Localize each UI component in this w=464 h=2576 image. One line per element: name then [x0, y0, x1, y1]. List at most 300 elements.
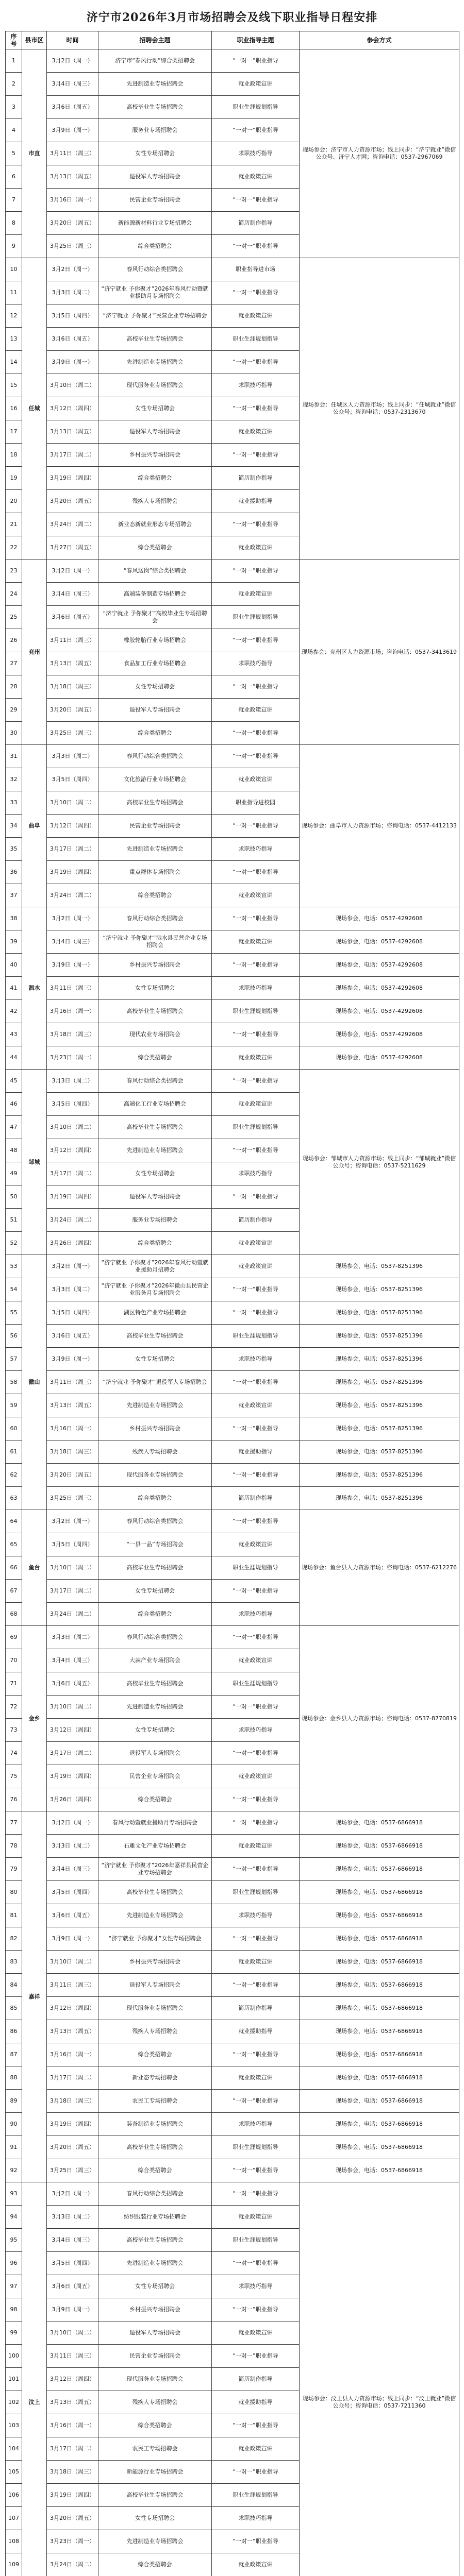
time-cell: 3月10日（周二）: [47, 1696, 98, 1719]
row-number: 44: [6, 1046, 22, 1070]
time-cell: 3月12日（周四）: [47, 815, 98, 838]
participation-method: 现场参会，电话：0537-8251396: [300, 1417, 459, 1440]
career-guidance-theme: 求职技巧指导: [212, 2507, 300, 2530]
time-cell: 3月24日（周二）: [47, 1209, 98, 1232]
time-cell: 3月3日（周二）: [47, 1070, 98, 1093]
career-guidance-theme: “一对一”职业指导: [212, 560, 300, 583]
table-row: [6, 954, 459, 977]
job-fair-theme: “一县一品”专场招聘会: [98, 1533, 212, 1556]
career-guidance-theme: 就业政策宣讲: [212, 1394, 300, 1417]
career-guidance-theme: “一对一”职业指导: [212, 2298, 300, 2321]
job-fair-theme: 乡村振兴专场招聘会: [98, 954, 212, 977]
row-number: 11: [6, 281, 22, 304]
participation-method: 现场参会，电话：0537-8251396: [300, 1325, 459, 1348]
time-cell: 3月3日（周二）: [47, 281, 98, 304]
row-number: 28: [6, 675, 22, 699]
career-guidance-theme: “一对一”职业指导: [212, 2461, 300, 2484]
table-row: [6, 1835, 459, 1858]
time-cell: 3月3日（周二）: [47, 1626, 98, 1649]
time-cell: 3月13日（周五）: [47, 2020, 98, 2043]
table-row: [6, 907, 459, 930]
time-cell: 3月17日（周二）: [47, 2066, 98, 2090]
job-fair-theme: 民营企业专场招聘会: [98, 1765, 212, 1788]
job-fair-theme: 先进制造业专场招聘会: [98, 351, 212, 374]
participation-method: 现场参会，电话：0537-6866918: [300, 2159, 459, 2182]
time-cell: 3月19日（周四）: [47, 467, 98, 490]
time-cell: 3月9日（周一）: [47, 954, 98, 977]
job-fair-theme: 高校毕业生专场招聘会: [98, 328, 212, 351]
job-fair-theme: 春风行动综合类招聘会: [98, 1510, 212, 1533]
time-cell: 3月16日（周一）: [47, 189, 98, 212]
job-fair-theme: 综合类招聘会: [98, 1232, 212, 1255]
career-guidance-theme: 就业政策宣讲: [212, 536, 300, 560]
career-guidance-theme: “一对一”职业指导: [212, 1742, 300, 1765]
time-cell: 3月3日（周二）: [47, 2206, 98, 2229]
row-number: 71: [6, 1672, 22, 1696]
career-guidance-theme: 职业生涯规划指导: [212, 606, 300, 629]
row-number: 27: [6, 652, 22, 675]
job-fair-theme: 退役军人专场招聘会: [98, 2321, 212, 2345]
time-cell: 3月13日（周五）: [47, 652, 98, 675]
participation-method: 现场参会，电话：0537-6866918: [300, 1835, 459, 1858]
time-cell: 3月10日（周二）: [47, 1116, 98, 1139]
job-fair-theme: 高端装备制造专场招聘会: [98, 583, 212, 606]
career-guidance-theme: “一对一”职业指导: [212, 722, 300, 745]
time-cell: 3月16日（周一）: [47, 2414, 98, 2437]
job-fair-theme: 现代服务业专场招聘会: [98, 1997, 212, 2020]
row-number: 67: [6, 1580, 22, 1603]
participation-method: 现场参会，电话：0537-4292608: [300, 907, 459, 930]
career-guidance-theme: 求职技巧指导: [212, 142, 300, 165]
row-number: 109: [6, 2553, 22, 2576]
district-cell: 泗水: [22, 907, 47, 1070]
job-fair-theme: “济宁就业 予你聚才”民营企业专场招聘会: [98, 304, 212, 328]
table-row: [6, 1510, 459, 1533]
participation-method: 现场参会，电话：0537-8251396: [300, 1487, 459, 1510]
table-row: [6, 1974, 459, 1997]
time-cell: 3月11日（周三）: [47, 1371, 98, 1394]
row-number: 79: [6, 1858, 22, 1881]
participation-method: 现场参会，电话：0537-4292608: [300, 1023, 459, 1046]
career-guidance-theme: 职业生涯规划指导: [212, 1325, 300, 1348]
job-fair-theme: 大蒜产业专场招聘会: [98, 1649, 212, 1672]
participation-method: 现场参会，电话：0537-8251396: [300, 1440, 459, 1464]
header-participation-method: 参会方式: [300, 31, 459, 49]
job-fair-theme: 退役军人专场招聘会: [98, 699, 212, 722]
career-guidance-theme: “一对一”职业指导: [212, 2252, 300, 2275]
participation-method: 现场参会，电话：0537-4292608: [300, 977, 459, 1000]
row-number: 3: [6, 96, 22, 119]
participation-method: 现场参会，电话：0537-6866918: [300, 1881, 459, 1904]
table-row: [6, 1464, 459, 1487]
career-guidance-theme: “一对一”职业指导: [212, 281, 300, 304]
time-cell: 3月16日（周一）: [47, 2043, 98, 2066]
row-number: 75: [6, 1765, 22, 1788]
career-guidance-theme: 简历制作指导: [212, 467, 300, 490]
row-number: 107: [6, 2507, 22, 2530]
career-guidance-theme: 求职技巧指导: [212, 977, 300, 1000]
row-number: 52: [6, 1232, 22, 1255]
job-fair-theme: 残疾人专场招聘会: [98, 2020, 212, 2043]
career-guidance-theme: 职业指导进校园: [212, 791, 300, 815]
participation-method: 现场参会，电话：0537-6866918: [300, 1858, 459, 1881]
time-cell: 3月10日（周二）: [47, 374, 98, 397]
participation-method: 现场参会，电话：0537-6866918: [300, 1811, 459, 1835]
time-cell: 3月20日（周五）: [47, 2507, 98, 2530]
career-guidance-theme: 求职技巧指导: [212, 1162, 300, 1185]
career-guidance-theme: “一对一”职业指导: [212, 444, 300, 467]
participation-method: 现场参会，电话：0537-4292608: [300, 954, 459, 977]
career-guidance-theme: “一对一”职业指导: [212, 397, 300, 420]
job-fair-theme: 新业态新就业形态专场招聘会: [98, 513, 212, 536]
participation-method: 现场参会，电话：0537-6866918: [300, 2020, 459, 2043]
job-fair-theme: “济宁就业 予你聚才”2026年嘉祥县民营企业专场招聘会: [98, 1858, 212, 1881]
job-fair-theme: 女性专场招聘会: [98, 2275, 212, 2298]
career-guidance-theme: 简历制作指导: [212, 212, 300, 235]
row-number: 62: [6, 1464, 22, 1487]
career-guidance-theme: 职业生涯规划指导: [212, 1556, 300, 1580]
career-guidance-theme: 就业政策宣讲: [212, 930, 300, 954]
job-fair-theme: 民营企业专场招聘会: [98, 189, 212, 212]
row-number: 30: [6, 722, 22, 745]
table-row: [6, 2113, 459, 2136]
table-row: [6, 49, 459, 73]
career-guidance-theme: 求职技巧指导: [212, 1904, 300, 1927]
career-guidance-theme: “一对一”职业指导: [212, 675, 300, 699]
time-cell: 3月26日（周四）: [47, 1232, 98, 1255]
time-cell: 3月9日（周一）: [47, 119, 98, 142]
career-guidance-theme: “一对一”职业指导: [212, 2043, 300, 2066]
time-cell: 3月11日（周三）: [47, 977, 98, 1000]
time-cell: 3月6日（周五）: [47, 1904, 98, 1927]
table-row: [6, 1951, 459, 1974]
time-cell: 3月4日（周三）: [47, 583, 98, 606]
time-cell: 3月20日（周五）: [47, 1464, 98, 1487]
career-guidance-theme: “一对一”职业指导: [212, 1858, 300, 1881]
job-fair-theme: 新能源新材料行业专场招聘会: [98, 212, 212, 235]
district-cell: 兖州: [22, 560, 47, 745]
time-cell: 3月2日（周一）: [47, 258, 98, 281]
row-number: 49: [6, 1162, 22, 1185]
time-cell: 3月4日（周三）: [47, 1649, 98, 1672]
career-guidance-theme: 简历制作指导: [212, 1997, 300, 2020]
time-cell: 3月5日（周四）: [47, 768, 98, 791]
job-fair-theme: 春风行动综合类招聘会: [98, 258, 212, 281]
table-row: [6, 1881, 459, 1904]
district-cell: 金乡: [22, 1626, 47, 1811]
header-row: [6, 31, 459, 49]
job-fair-theme: 高校毕业生专场招聘会: [98, 1672, 212, 1696]
time-cell: 3月19日（周四）: [47, 2113, 98, 2136]
career-guidance-theme: 求职技巧指导: [212, 1603, 300, 1626]
row-number: 54: [6, 1278, 22, 1301]
job-fair-theme: 春风行动暨就业援助月专场招聘会: [98, 1811, 212, 1835]
job-fair-theme: 残疾人专场招聘会: [98, 2391, 212, 2414]
participation-method: 现场参会：任城区人力资源市场；线上同步：“任城就业”微信公众号；咨询电话：0537-2313670: [300, 258, 459, 560]
row-number: 8: [6, 212, 22, 235]
district-cell: 曲阜: [22, 745, 47, 907]
job-fair-theme: 先进制造业专场招聘会: [98, 1904, 212, 1927]
career-guidance-theme: “一对一”职业指导: [212, 1185, 300, 1209]
career-guidance-theme: 就业政策宣讲: [212, 1533, 300, 1556]
career-guidance-theme: 就业政策宣讲: [212, 2321, 300, 2345]
row-number: 39: [6, 930, 22, 954]
participation-method: 现场参会，电话：0537-8251396: [300, 1278, 459, 1301]
district-cell: 汶上: [22, 2182, 47, 2576]
row-number: 36: [6, 861, 22, 884]
row-number: 41: [6, 977, 22, 1000]
time-cell: 3月19日（周四）: [47, 1765, 98, 1788]
time-cell: 3月5日（周四）: [47, 1881, 98, 1904]
row-number: 94: [6, 2206, 22, 2229]
time-cell: 3月6日（周五）: [47, 606, 98, 629]
career-guidance-theme: 就业援助指导: [212, 490, 300, 513]
job-fair-theme: 新业态专场招聘会: [98, 2066, 212, 2090]
row-number: 73: [6, 1719, 22, 1742]
job-fair-theme: 服务业专场招聘会: [98, 119, 212, 142]
table-row: [6, 2159, 459, 2182]
career-guidance-theme: “一对一”职业指导: [212, 1974, 300, 1997]
time-cell: 3月9日（周一）: [47, 1348, 98, 1371]
time-cell: 3月26日（周四）: [47, 1788, 98, 1811]
time-cell: 3月17日（周二）: [47, 444, 98, 467]
table-row: [6, 2182, 459, 2206]
time-cell: 3月13日（周五）: [47, 165, 98, 189]
row-number: 59: [6, 1394, 22, 1417]
job-fair-theme: 女性专场招聘会: [98, 1719, 212, 1742]
row-number: 64: [6, 1510, 22, 1533]
job-fair-theme: 现代农业专场招聘会: [98, 1023, 212, 1046]
job-fair-theme: 春风行动综合类招聘会: [98, 907, 212, 930]
job-fair-theme: 现代服务业专场招聘会: [98, 374, 212, 397]
time-cell: 3月17日（周二）: [47, 1162, 98, 1185]
row-number: 87: [6, 2043, 22, 2066]
table-row: [6, 560, 459, 583]
job-fair-theme: 女性专场招聘会: [98, 675, 212, 699]
career-guidance-theme: 就业政策宣讲: [212, 1232, 300, 1255]
career-guidance-theme: 职业生涯规划指导: [212, 2229, 300, 2252]
participation-method: 现场参会，电话：0537-4292608: [300, 930, 459, 954]
table-header: [6, 31, 459, 49]
career-guidance-theme: 就业政策宣讲: [212, 1046, 300, 1070]
table-row: [6, 1278, 459, 1301]
row-number: 13: [6, 328, 22, 351]
job-fair-theme: 高校毕业生专场招聘会: [98, 2136, 212, 2159]
job-fair-theme: 高校毕业生专场招聘会: [98, 1556, 212, 1580]
career-guidance-theme: “一对一”职业指导: [212, 2530, 300, 2553]
participation-method: 现场参会，电话：0537-6866918: [300, 1951, 459, 1974]
career-guidance-theme: “一对一”职业指导: [212, 2182, 300, 2206]
participation-method: 现场参会，电话：0537-6866918: [300, 2136, 459, 2159]
career-guidance-theme: 就业政策宣讲: [212, 2437, 300, 2461]
table-row: [6, 1301, 459, 1325]
career-guidance-theme: 简历制作指导: [212, 2368, 300, 2391]
row-number: 105: [6, 2461, 22, 2484]
row-number: 37: [6, 884, 22, 907]
time-cell: 3月9日（周一）: [47, 1927, 98, 1951]
time-cell: 3月5日（周四）: [47, 1301, 98, 1325]
job-fair-theme: 综合类招聘会: [98, 722, 212, 745]
row-number: 32: [6, 768, 22, 791]
career-guidance-theme: “一对一”职业指导: [212, 1927, 300, 1951]
row-number: 86: [6, 2020, 22, 2043]
job-fair-theme: 先进制造业专场招聘会: [98, 73, 212, 96]
job-fair-theme: 高校毕业生专场招聘会: [98, 1000, 212, 1023]
row-number: 47: [6, 1116, 22, 1139]
time-cell: 3月24日（周二）: [47, 2553, 98, 2576]
district-cell: 市直: [22, 49, 47, 258]
career-guidance-theme: “一对一”职业指导: [212, 1464, 300, 1487]
job-fair-theme: 女性专场招聘会: [98, 977, 212, 1000]
page-title: 济宁市2026年3月市场招聘会及线下职业指导日程安排: [86, 11, 378, 24]
job-fair-theme: 退役军人专场招聘会: [98, 1742, 212, 1765]
row-number: 66: [6, 1556, 22, 1580]
row-number: 12: [6, 304, 22, 328]
table-row: [6, 1858, 459, 1881]
time-cell: 3月11日（周三）: [47, 629, 98, 652]
table-row: [6, 1371, 459, 1394]
time-cell: 3月2日（周一）: [47, 1255, 98, 1278]
time-cell: 3月4日（周三）: [47, 73, 98, 96]
career-guidance-theme: “一对一”职业指导: [212, 907, 300, 930]
job-fair-theme: 乡村振兴专场招聘会: [98, 1951, 212, 1974]
job-fair-theme: “春风送岗”综合类招聘会: [98, 560, 212, 583]
table-body: [6, 49, 459, 2576]
job-fair-theme: “济宁就业 予你聚才”退役军人专场招聘会: [98, 1371, 212, 1394]
job-fair-theme: 乡村振兴专场招聘会: [98, 2298, 212, 2321]
career-guidance-theme: “一对一”职业指导: [212, 1580, 300, 1603]
career-guidance-theme: “一对一”职业指导: [212, 2159, 300, 2182]
participation-method: 现场参会：曲阜市人力资源市场；咨询电话：0537-4412133: [300, 745, 459, 907]
participation-method: 现场参会，电话：0537-4292608: [300, 1046, 459, 1070]
row-number: 16: [6, 397, 22, 420]
job-fair-theme: 先进制造业专场招聘会: [98, 838, 212, 861]
row-number: 81: [6, 1904, 22, 1927]
row-number: 85: [6, 1997, 22, 2020]
job-fair-theme: 综合类招聘会: [98, 2043, 212, 2066]
career-guidance-theme: 职业生涯规划指导: [212, 2484, 300, 2507]
job-fair-theme: 先进制造业专场招聘会: [98, 1696, 212, 1719]
row-number: 4: [6, 119, 22, 142]
row-number: 100: [6, 2345, 22, 2368]
time-cell: 3月10日（周二）: [47, 1556, 98, 1580]
participation-method: 现场参会，电话：0537-6866918: [300, 2090, 459, 2113]
table-row: [6, 1046, 459, 1070]
time-cell: 3月20日（周五）: [47, 490, 98, 513]
district-cell: 任城: [22, 258, 47, 560]
row-number: 89: [6, 2090, 22, 2113]
job-fair-theme: 综合类招聘会: [98, 467, 212, 490]
job-fair-theme: 退役军人专场招聘会: [98, 420, 212, 444]
time-cell: 3月2日（周一）: [47, 2182, 98, 2206]
career-guidance-theme: 求职技巧指导: [212, 374, 300, 397]
job-fair-theme: 高校毕业生专场招聘会: [98, 96, 212, 119]
district-cell: 邹城: [22, 1070, 47, 1255]
time-cell: 3月9日（周一）: [47, 351, 98, 374]
career-guidance-theme: 求职技巧指导: [212, 2113, 300, 2136]
row-number: 25: [6, 606, 22, 629]
job-fair-theme: 新能源行业专场招聘会: [98, 2461, 212, 2484]
participation-method: 现场参会：邹城市人力资源市场；线上同步：“邹城就业”微信公众号；咨询电话：0537-5211629: [300, 1070, 459, 1255]
time-cell: 3月13日（周五）: [47, 420, 98, 444]
career-guidance-theme: “一对一”职业指导: [212, 1371, 300, 1394]
row-number: 90: [6, 2113, 22, 2136]
job-fair-theme: 女性专场招聘会: [98, 1162, 212, 1185]
participation-method: 现场参会：金乡县人力资源市场；咨询电话：0537-8770819: [300, 1626, 459, 1811]
table-row: [6, 2043, 459, 2066]
job-fair-theme: “济宁就业 予你聚才”泗水县民营企业专场招聘会: [98, 930, 212, 954]
job-fair-theme: 残疾人专场招聘会: [98, 490, 212, 513]
time-cell: 3月3日（周二）: [47, 1278, 98, 1301]
time-cell: 3月24日（周二）: [47, 884, 98, 907]
row-number: 22: [6, 536, 22, 560]
job-fair-theme: 文化旅游行业专场招聘会: [98, 768, 212, 791]
time-cell: 3月19日（周四）: [47, 1185, 98, 1209]
career-guidance-theme: “一对一”职业指导: [212, 1301, 300, 1325]
job-fair-theme: “济宁就业 予你聚才”高校毕业生专场招聘会: [98, 606, 212, 629]
participation-method: 现场参会，电话：0537-8251396: [300, 1394, 459, 1417]
job-fair-theme: 综合类招聘会: [98, 1788, 212, 1811]
row-number: 24: [6, 583, 22, 606]
time-cell: 3月18日（周三）: [47, 1440, 98, 1464]
job-fair-theme: 退役军人专场招聘会: [98, 1185, 212, 1209]
row-number: 33: [6, 791, 22, 815]
job-fair-theme: 高校毕业生专场招聘会: [98, 2229, 212, 2252]
row-number: 50: [6, 1185, 22, 1209]
career-guidance-theme: “一对一”职业指导: [212, 1696, 300, 1719]
row-number: 42: [6, 1000, 22, 1023]
job-fair-theme: 残疾人专场招聘会: [98, 1440, 212, 1464]
participation-method: 现场参会，电话：0537-8251396: [300, 1348, 459, 1371]
job-fair-theme: 农民工专场招聘会: [98, 2090, 212, 2113]
job-fair-theme: 高校毕业生专场招聘会: [98, 1881, 212, 1904]
job-fair-theme: 食品加工行业专场招聘会: [98, 652, 212, 675]
row-number: 102: [6, 2391, 22, 2414]
career-guidance-theme: 就业政策宣讲: [212, 2206, 300, 2229]
district-cell: 鱼台: [22, 1510, 47, 1626]
row-number: 106: [6, 2484, 22, 2507]
time-cell: 3月19日（周四）: [47, 2484, 98, 2507]
row-number: 9: [6, 235, 22, 258]
job-fair-theme: 春风行动综合类招聘会: [98, 2182, 212, 2206]
row-number: 35: [6, 838, 22, 861]
job-fair-theme: 女性专场招聘会: [98, 1348, 212, 1371]
row-number: 74: [6, 1742, 22, 1765]
career-guidance-theme: “一对一”职业指导: [212, 1278, 300, 1301]
time-cell: 3月2日（周一）: [47, 49, 98, 73]
table-row: [6, 1997, 459, 2020]
career-guidance-theme: 就业政策宣讲: [212, 1765, 300, 1788]
participation-method: 现场参会：鱼台县人力资源市场；咨询电话：0537-6212276: [300, 1510, 459, 1626]
job-fair-theme: 女性专场招聘会: [98, 1580, 212, 1603]
career-guidance-theme: 求职技巧指导: [212, 1719, 300, 1742]
job-fair-theme: 综合类招聘会: [98, 884, 212, 907]
job-fair-theme: 济宁市“春风行动”综合类招聘会: [98, 49, 212, 73]
career-guidance-theme: 就业援助指导: [212, 1440, 300, 1464]
time-cell: 3月10日（周二）: [47, 1951, 98, 1974]
time-cell: 3月18日（周三）: [47, 2461, 98, 2484]
row-number: 101: [6, 2368, 22, 2391]
time-cell: 3月13日（周五）: [47, 1394, 98, 1417]
job-fair-theme: 春风行动综合类招聘会: [98, 1626, 212, 1649]
time-cell: 3月12日（周四）: [47, 1139, 98, 1162]
header-career-guidance-theme: 职业指导主题: [212, 31, 300, 49]
career-guidance-theme: “一对一”职业指导: [212, 119, 300, 142]
time-cell: 3月27日（周五）: [47, 536, 98, 560]
job-fair-theme: 春风行动综合类招聘会: [98, 1070, 212, 1093]
time-cell: 3月5日（周四）: [47, 1093, 98, 1116]
row-number: 34: [6, 815, 22, 838]
